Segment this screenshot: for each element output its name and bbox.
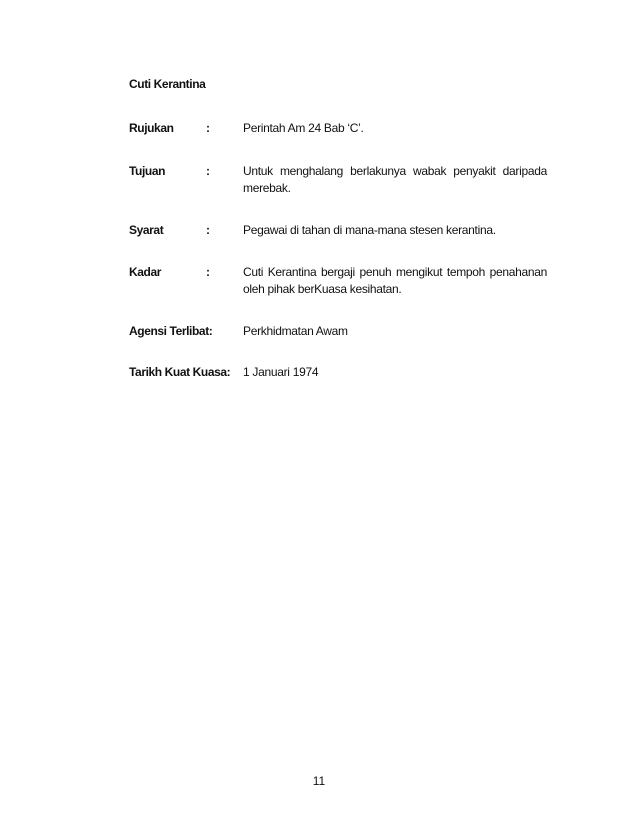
field-colon: : <box>206 265 210 279</box>
field-colon: : <box>206 164 210 178</box>
field-value: Perkhidmatan Awam <box>243 324 348 338</box>
field-value: Cuti Kerantina bergaji penuh mengikut tempoh penahanan oleh pihak berKuasa kesihatan. <box>243 265 547 296</box>
field-label: Agensi Terlibat: <box>129 324 213 338</box>
field-label: Tujuan <box>129 164 166 178</box>
field-colon: : <box>206 121 210 135</box>
field-value: Pegawai di tahan di mana-mana stesen kerantina. <box>243 223 496 237</box>
page-number: 11 <box>312 774 326 788</box>
field-value: Perintah Am 24 Bab ‘C’. <box>243 121 364 135</box>
field-label: Tarikh Kuat Kuasa: <box>129 365 231 379</box>
field-value: 1 Januari 1974 <box>243 365 319 379</box>
field-label: Syarat <box>129 223 164 237</box>
document-title: Cuti Kerantina <box>129 77 206 91</box>
field-label: Rujukan <box>129 121 174 135</box>
field-value: Untuk menghalang berlakunya wabak penyakit daripada merebak. <box>243 164 547 195</box>
field-label: Kadar <box>129 265 162 279</box>
field-colon: : <box>206 223 210 237</box>
